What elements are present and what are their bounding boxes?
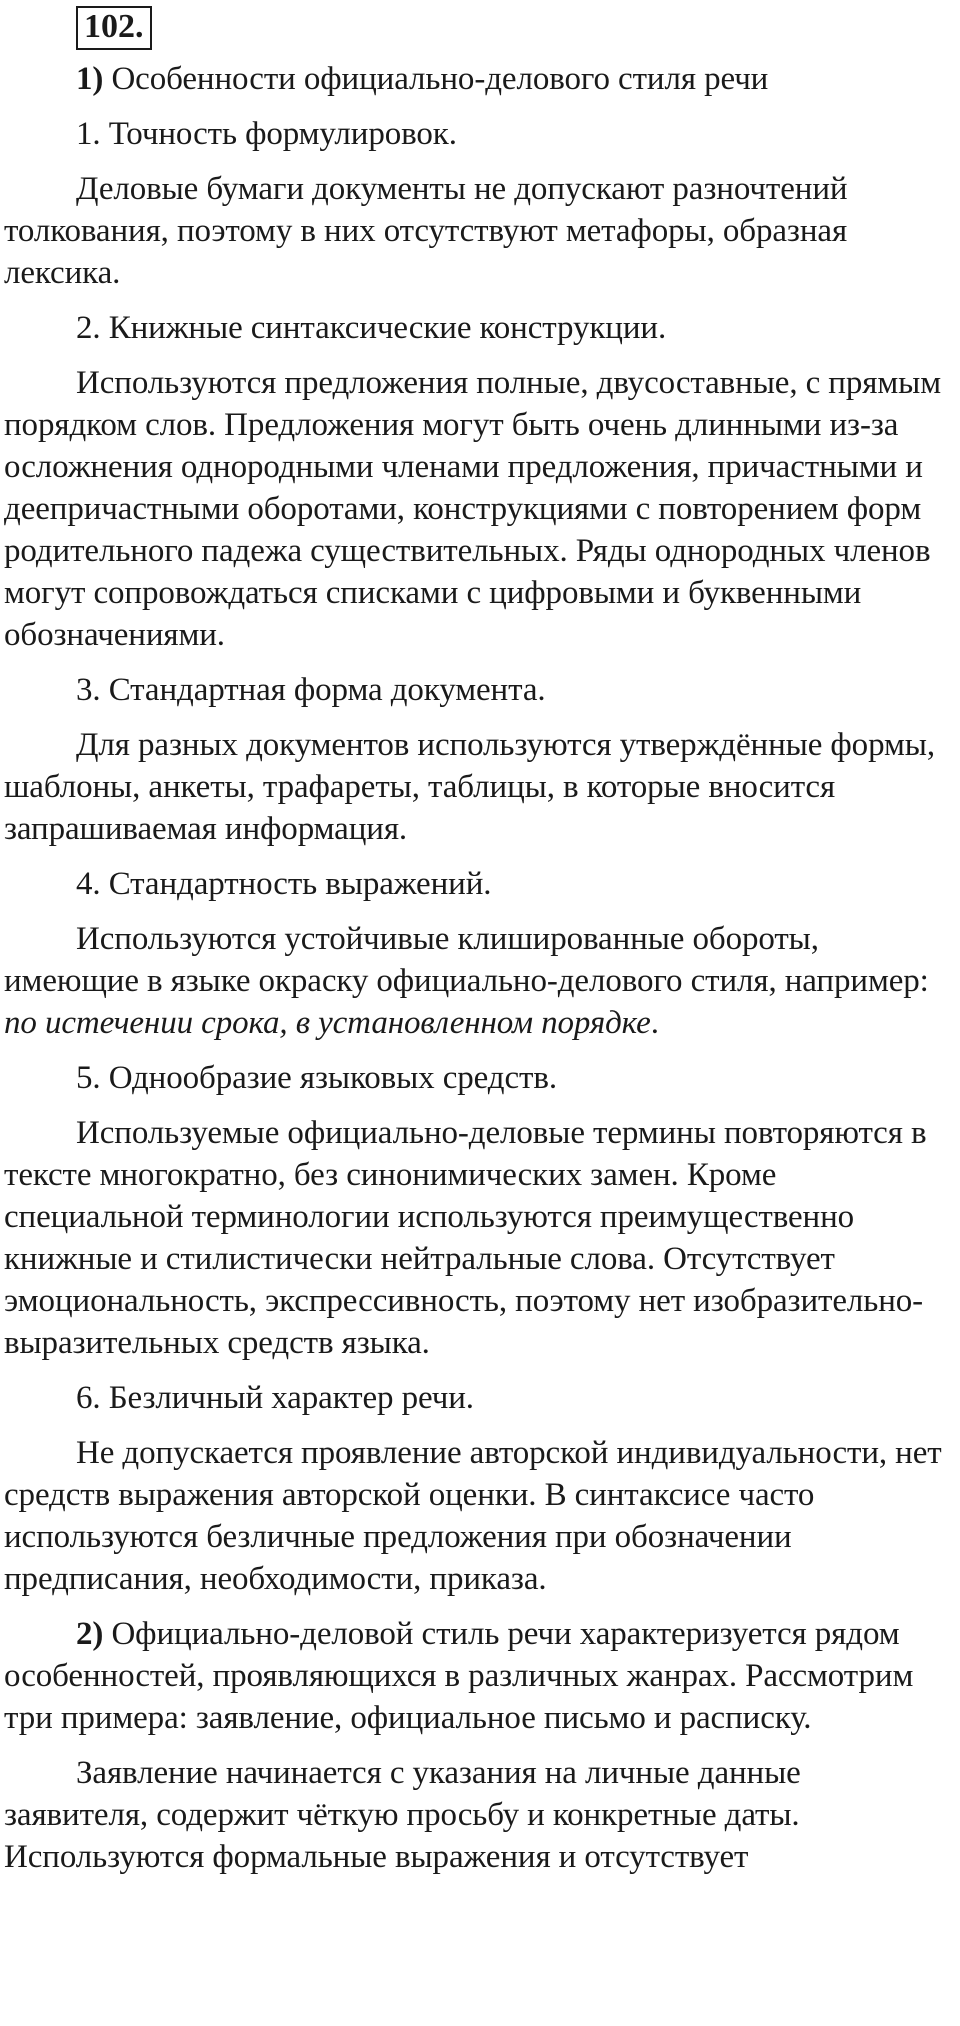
item2-title: 2. Книжные синтаксические конструкции.	[76, 310, 667, 346]
item1-title: 1. Точность формулировок.	[76, 116, 457, 152]
item5-title: 5. Однообразие языковых средств.	[76, 1060, 557, 1096]
task-number-box: 102.	[76, 6, 152, 50]
item1-text: Деловые бумаги документы не допускают разночтений толкования, поэтому в них отсутствуют метафоры, образная лексика.	[4, 171, 848, 291]
item4-text	[4, 918, 950, 1044]
item4-text-main: Используются устойчивые клишированные обороты, имеющие в языке окраску официально-делового стиля, например:	[4, 921, 929, 999]
part2-intro-text: Официально-деловой стиль речи характеризуется рядом особенностей, проявляющихся в различных жанрах. Рассмотрим три примера: заявление, официальное письмо и расписку.	[4, 1616, 914, 1736]
part1-marker: 1)	[76, 61, 104, 97]
item4-title: 4. Стандартность выражений.	[76, 866, 492, 902]
part1-heading-text: Особенности официально-делового стиля речи	[103, 61, 769, 97]
item4-example-italic: по истечении срока, в установленном порядке	[4, 1005, 651, 1041]
item4-text-end: .	[650, 1005, 659, 1041]
part2-paragraph: Заявление начинается с указания на личные данные заявителя, содержит чёткую просьбу и конкретные даты. Используются формальные выражения и отсутствует	[4, 1755, 801, 1875]
part2-marker: 2)	[76, 1616, 104, 1652]
item5-text: Используемые официально-деловые термины повторяются в тексте многократно, без синонимических замен. Кроме специальной терминологии используются преимущественно книжные и стилистически нейтральные слова. Отсутствует эмоциональность, экспрессивность, поэтому нет изобразительно-выразительных средств языка.	[4, 1115, 927, 1361]
part1-heading	[4, 58, 950, 100]
item3-text: Для разных документов используются утверждённые формы, шаблоны, анкеты, трафареты, таблицы, в которые вносится запрашиваемая информация.	[4, 727, 935, 847]
item3-title: 3. Стандартная форма документа.	[76, 672, 546, 708]
part2-intro	[4, 1613, 950, 1739]
item2-text: Используются предложения полные, двусоставные, с прямым порядком слов. Предложения могут быть очень длинными из-за осложнения однородными членами предложения, причастными и деепричастными оборотами, конструкциями с повторением форм родительного падежа существительных. Ряды однородных членов могут сопровождаться списками с цифровыми и буквенными обозначениями.	[4, 365, 941, 653]
item6-text: Не допускается проявление авторской индивидуальности, нет средств выражения авторской оценки. В синтаксисе часто используются безличные предложения при обозначении предписания, необходимости, приказа.	[4, 1435, 942, 1597]
item6-title: 6. Безличный характер речи.	[76, 1380, 474, 1416]
